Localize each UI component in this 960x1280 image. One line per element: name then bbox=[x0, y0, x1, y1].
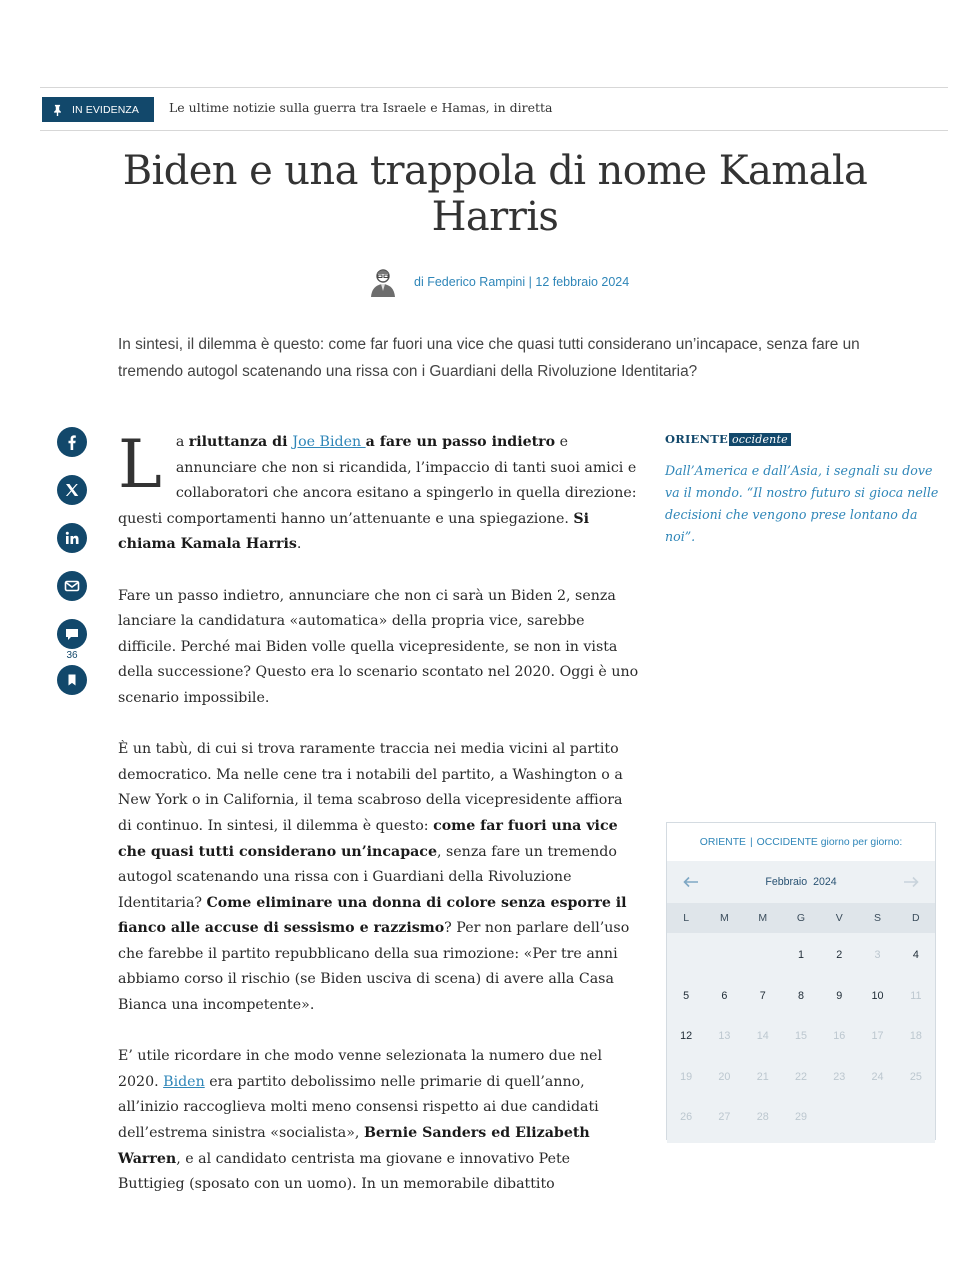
paragraph-text: . bbox=[296, 536, 302, 553]
article-title: Biden e una trappola di nome Kamala Harris bbox=[122, 148, 868, 240]
weekday-label: G bbox=[796, 912, 806, 924]
calendar-empty-cell bbox=[705, 935, 743, 976]
next-month-button[interactable] bbox=[901, 872, 921, 892]
bold-text: come far fuori una vice che quasi tutti considerano un’incapace bbox=[118, 817, 618, 860]
calendar-day: 19 bbox=[680, 1070, 693, 1083]
calendar-day: 26 bbox=[680, 1111, 693, 1124]
calendar-empty-cell bbox=[744, 935, 782, 976]
in-evidenza-badge bbox=[42, 97, 154, 122]
bold-text: riluttanza di bbox=[188, 434, 293, 450]
bold-text: a fare un passo indietro bbox=[365, 434, 556, 450]
paragraph-text: È un tabù, di cui si trova raramente traccia nei media vicini al partito democratico. Ma nelle cene tra i notabili del partito, a Washington o a New York o in California, il tema scabroso della vicepresidente affiora di continuo. In sintesi, il dilemma è questo: bbox=[118, 741, 623, 834]
calendar-header-separator: | bbox=[749, 836, 753, 848]
linkedin-share-button[interactable] bbox=[57, 523, 87, 553]
badge-label: IN EVIDENZA bbox=[72, 103, 140, 116]
calendar-day: 22 bbox=[794, 1070, 807, 1083]
calendar-day: 24 bbox=[871, 1070, 884, 1083]
paragraph-text: a bbox=[175, 434, 189, 450]
calendar-day[interactable]: 5 bbox=[683, 989, 690, 1002]
calendar-month: Febbraio bbox=[765, 876, 808, 888]
calendar-day: 23 bbox=[833, 1070, 846, 1083]
article-body bbox=[118, 426, 640, 1223]
calendar-day[interactable]: 12 bbox=[680, 1030, 693, 1043]
author-link[interactable]: Federico Rampini bbox=[427, 275, 526, 289]
calendar-day[interactable]: 7 bbox=[759, 989, 766, 1002]
calendar-day[interactable]: 8 bbox=[797, 989, 804, 1002]
arrow-right-icon bbox=[903, 876, 919, 888]
calendar-day[interactable]: 2 bbox=[836, 949, 843, 962]
weekday-label: V bbox=[835, 912, 843, 924]
biden-link[interactable]: Biden bbox=[163, 1073, 205, 1090]
calendar-day: 20 bbox=[718, 1070, 731, 1083]
x-share-button[interactable] bbox=[57, 475, 87, 505]
calendar-day[interactable]: 9 bbox=[836, 989, 843, 1002]
bookmark-icon bbox=[63, 671, 81, 689]
calendar-header-text: giorno per giorno: bbox=[817, 836, 903, 848]
oriente-occidente-promo[interactable] bbox=[665, 432, 955, 548]
bold-text: Si chiama Kamala Harris bbox=[118, 510, 590, 553]
byline-prefix: di bbox=[414, 275, 428, 289]
weekday-label: M bbox=[758, 912, 768, 924]
calendar-day: 17 bbox=[871, 1030, 884, 1043]
byline bbox=[368, 262, 629, 302]
promo-description: Dall’America e dall’Asia, i segnali su dove va il mondo. “Il nostro futuro si gioca nelle decisioni che vengono prese lontano da noi”. bbox=[665, 463, 939, 544]
weekday-label: D bbox=[912, 912, 920, 924]
email-icon bbox=[63, 577, 81, 595]
calendar-days bbox=[667, 933, 935, 1143]
weekday-label: L bbox=[683, 912, 690, 924]
calendar-header bbox=[667, 823, 935, 861]
calendar-day: 28 bbox=[756, 1111, 769, 1124]
promo-logo-part: ORIENTE bbox=[665, 432, 728, 446]
article-paragraph bbox=[118, 426, 640, 558]
weekday-label: S bbox=[874, 912, 882, 924]
article-summary: In sintesi, il dilemma è questo: come far fuori una vice che quasi tutti considerano un’incapace, senza fare un tremendo autogol scatenando una rissa con i Guardiani della Rivoluzione Identitaria? bbox=[118, 336, 860, 380]
author-avatar[interactable] bbox=[368, 266, 398, 298]
breaking-news-link[interactable]: Le ultime notizie sulla guerra tra Israele e Hamas, in diretta bbox=[169, 100, 553, 115]
calendar-day[interactable]: 4 bbox=[912, 949, 919, 962]
calendar-day: 18 bbox=[909, 1030, 922, 1043]
previous-month-button[interactable] bbox=[681, 872, 701, 892]
article-paragraph bbox=[118, 1044, 640, 1198]
calendar-header-text: ORIENTE bbox=[699, 836, 746, 848]
calendar-day: 27 bbox=[718, 1111, 731, 1124]
calendar-month-nav bbox=[667, 861, 935, 903]
calendar-day: 21 bbox=[756, 1070, 769, 1083]
calendar-day: 25 bbox=[909, 1070, 922, 1083]
paragraph-text: ? Per non parlare dell’uso che farebbe il partito repubblicano della sua rimozione: «Per tre anni abbiamo corso il rischio (se Biden usciva di scena) di avere alla Casa Bianca una incompetente». bbox=[118, 920, 630, 1014]
x-icon bbox=[63, 481, 81, 499]
bold-text: Bernie Sanders ed Elizabeth Warren bbox=[118, 1125, 590, 1167]
article-paragraph: Fare un passo indietro, annunciare che non ci sarà un Biden 2, senza lanciare la candidatura «automatica» della propria vice, sarebbe difficile. Perché mai Biden volle quella vicepresidente, se non in vista della successione? Questo era lo scenario scontato nel 2020. Oggi è uno scenario impossibile. bbox=[118, 587, 639, 706]
paragraph-text: E’ utile ricordare in che modo venne selezionata la numero due nel 2020. bbox=[118, 1048, 602, 1090]
bookmark-button[interactable] bbox=[57, 665, 87, 695]
calendar-day: 11 bbox=[910, 989, 922, 1002]
linkedin-icon bbox=[63, 529, 81, 547]
calendar-day: 29 bbox=[794, 1111, 807, 1124]
comments-button[interactable] bbox=[57, 619, 87, 649]
comment-icon bbox=[63, 625, 81, 643]
calendar-year: 2024 bbox=[813, 876, 837, 888]
promo-logo-part: occidente bbox=[729, 433, 791, 446]
article-paragraph bbox=[118, 737, 640, 1019]
publish-date: 12 febbraio 2024 bbox=[535, 275, 630, 289]
calendar-day: 16 bbox=[833, 1030, 846, 1043]
calendar-day: 13 bbox=[718, 1030, 731, 1043]
calendar-weekdays bbox=[667, 903, 935, 933]
pin-icon bbox=[52, 104, 63, 116]
archive-calendar bbox=[666, 822, 936, 1140]
calendar-day[interactable]: 1 bbox=[797, 949, 804, 962]
byline-separator: | bbox=[525, 275, 536, 289]
breaking-news-bar bbox=[40, 87, 948, 131]
calendar-empty-cell bbox=[667, 935, 705, 976]
promo-logo bbox=[665, 432, 955, 446]
calendar-day: 15 bbox=[794, 1030, 807, 1043]
arrow-left-icon bbox=[683, 876, 699, 888]
paragraph-text: era partito debolissimo nelle primarie di quell’anno, all’inizio raccoglieva molti meno consensi rispetto ai due candidati dell’estrema sinistra «socialista», bbox=[118, 1073, 599, 1142]
paragraph-text: , e al candidato centrista ma giovane e innovativo Pete Buttigieg (sposato con un uomo). In un memorabile dibattito bbox=[118, 1150, 571, 1193]
calendar-day: 14 bbox=[756, 1030, 769, 1043]
calendar-day: 3 bbox=[874, 949, 881, 962]
comment-count: 36 bbox=[66, 650, 78, 661]
bold-text: Come eliminare una donna di colore senza esporre il fianco alle accuse di sessismo e razzismo bbox=[118, 894, 627, 937]
facebook-share-button[interactable] bbox=[57, 427, 87, 457]
calendar-header-text: OCCIDENTE bbox=[756, 836, 818, 848]
paragraph-text: , senza fare un tremendo autogol scatenando una rissa con i Guardiani della Rivoluzione Identitaria? bbox=[118, 843, 617, 911]
drop-cap: L bbox=[118, 426, 162, 503]
calendar-day[interactable]: 10 bbox=[871, 989, 884, 1002]
weekday-label: M bbox=[720, 912, 729, 924]
email-share-button[interactable] bbox=[57, 571, 87, 601]
facebook-icon bbox=[63, 433, 81, 451]
calendar-day[interactable]: 6 bbox=[721, 989, 728, 1002]
joe-biden-link[interactable]: Joe Biden bbox=[292, 434, 366, 450]
paragraph-text: e annunciare che non si ricandida, l’impaccio di tanti suoi amici e collaboratori che ancora esitano a spingerlo in quella direzione: questi comportamenti hanno un’attenuante e una spiegazione. bbox=[118, 434, 637, 527]
